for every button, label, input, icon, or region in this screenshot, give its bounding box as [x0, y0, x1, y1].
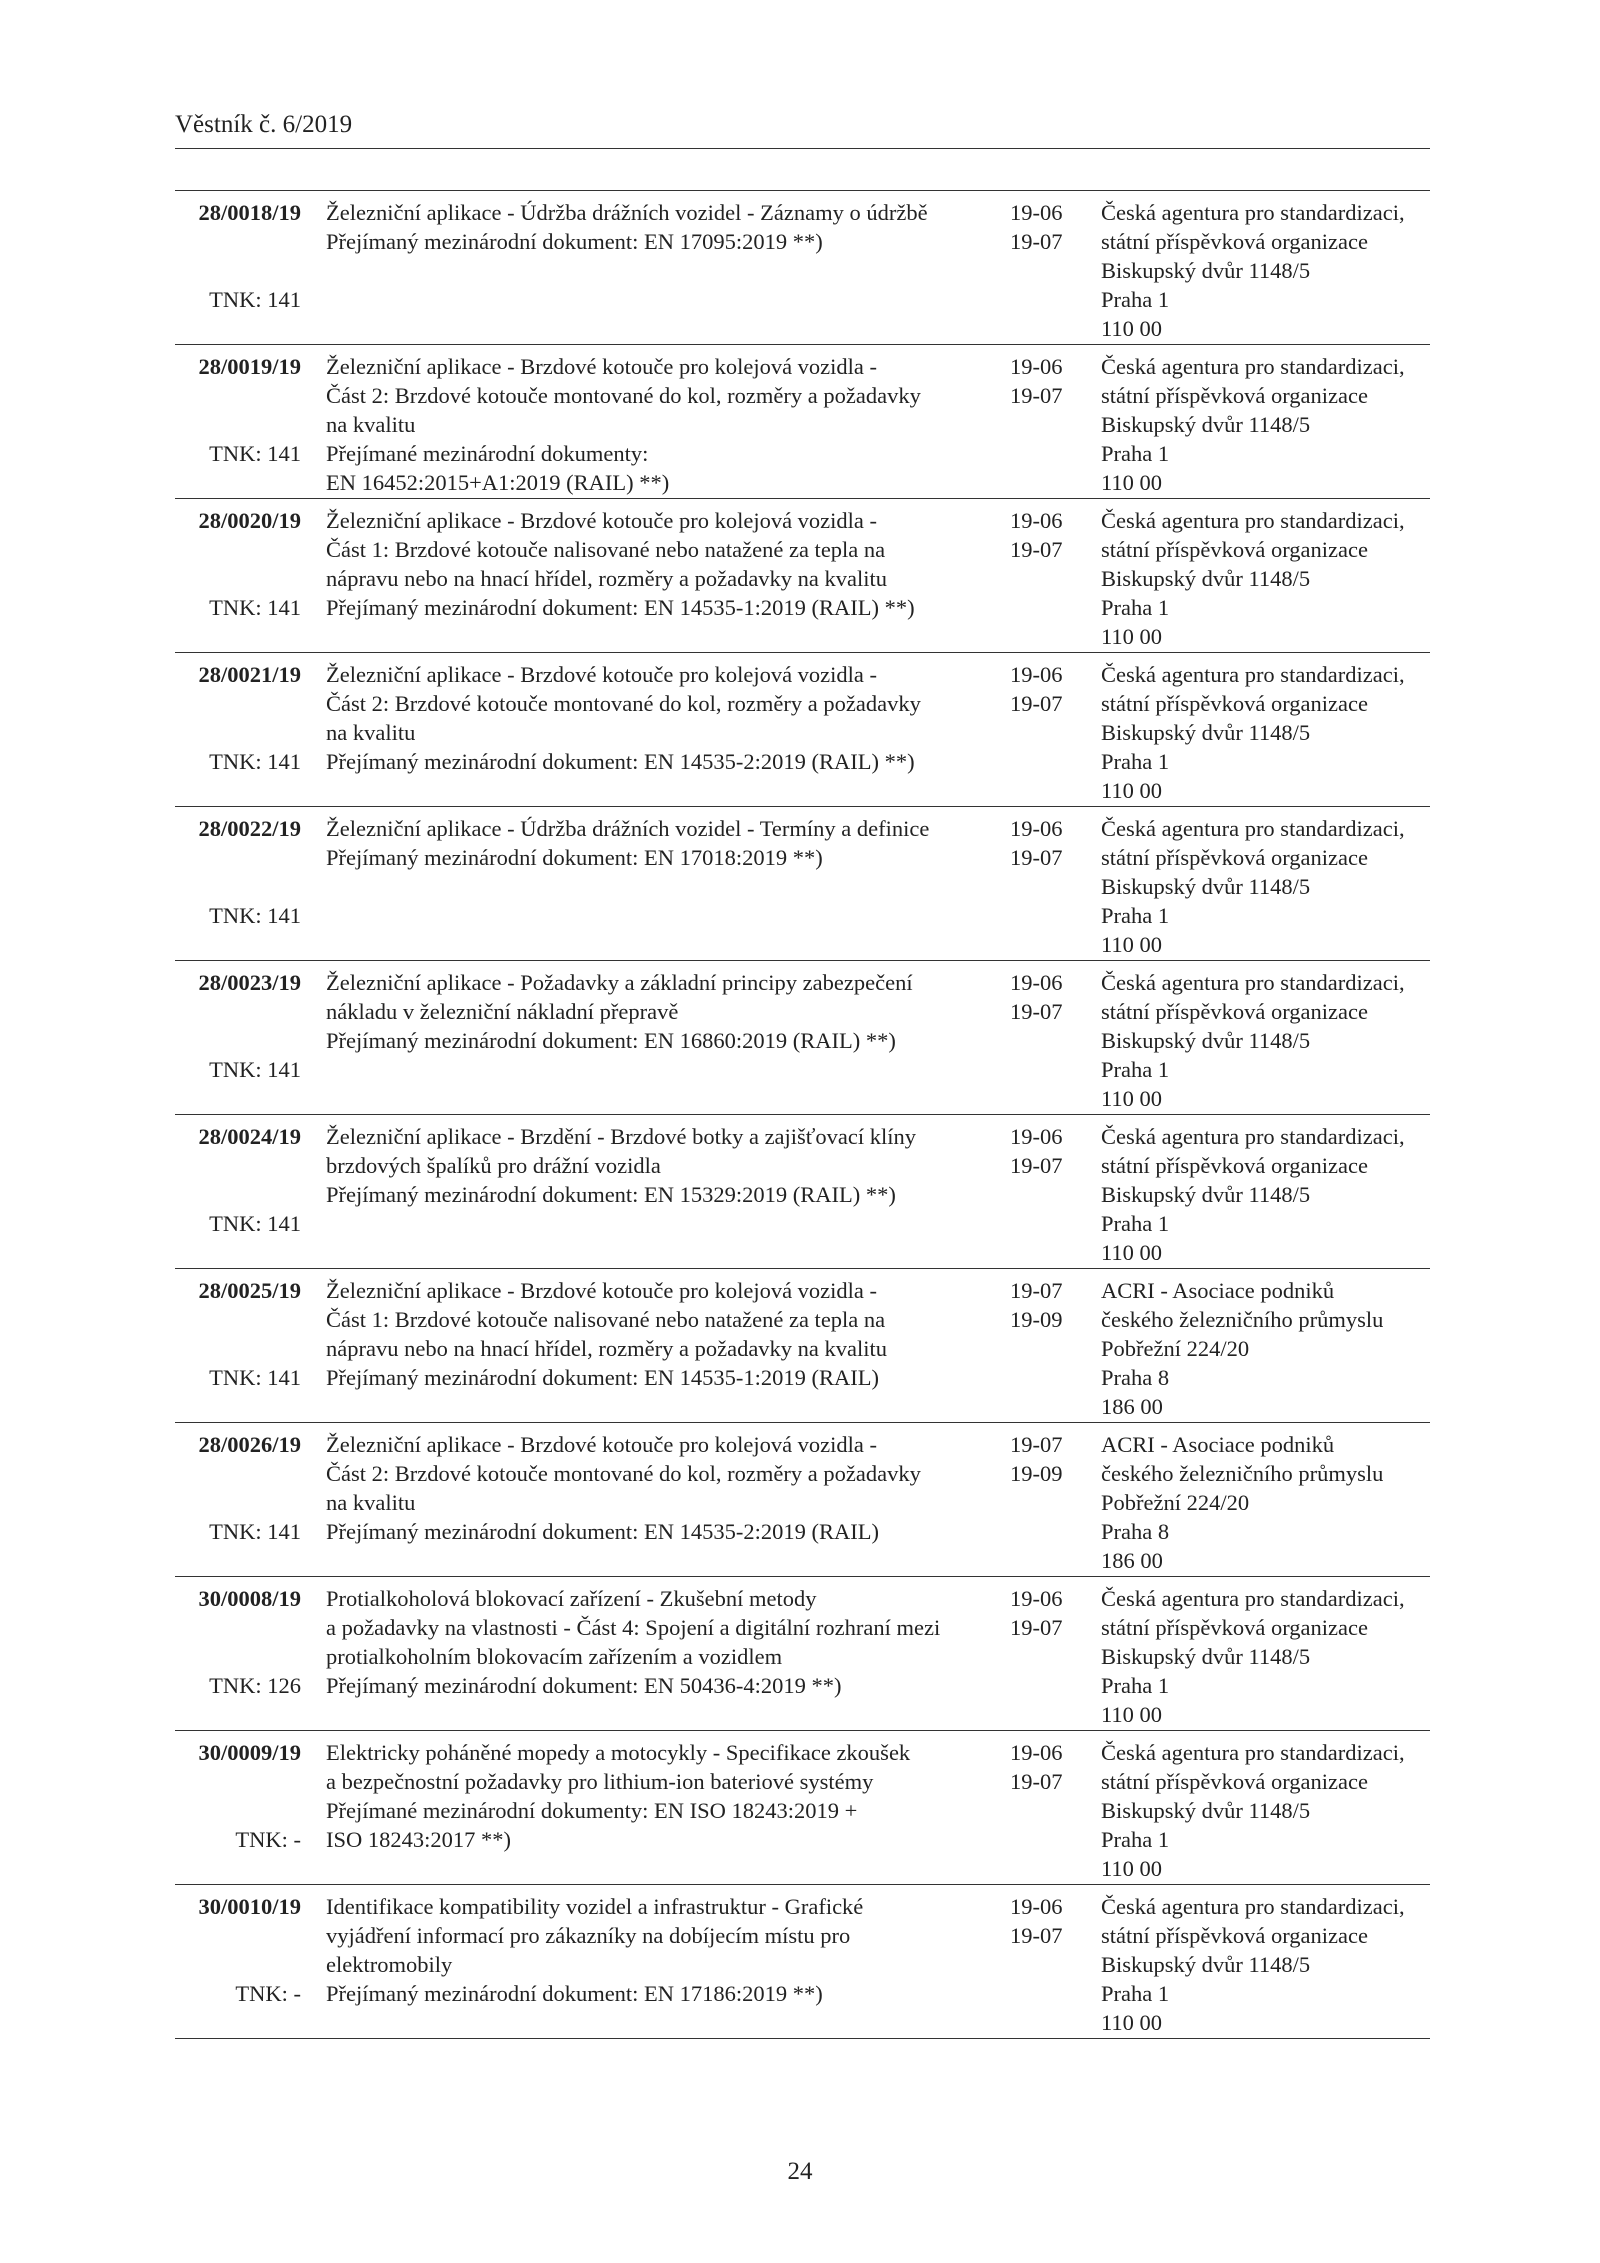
dates-column [1010, 1276, 1090, 1334]
organization-line: Praha 8 [1101, 1519, 1170, 1544]
standard-number: 28/0022/19 [198, 816, 301, 841]
organization-line: Praha 1 [1101, 903, 1170, 928]
tnk-label: TNK: 141 [209, 595, 301, 620]
date-code: 19-07 [1010, 1153, 1063, 1178]
organization-line: Praha 1 [1101, 749, 1170, 774]
organization-line: Praha 8 [1101, 1365, 1170, 1390]
standard-number: 30/0010/19 [198, 1894, 301, 1919]
organization-line: Česká agentura pro standardizaci, [1101, 508, 1405, 533]
table-row [175, 807, 1430, 961]
table-row [175, 653, 1430, 807]
date-code: 19-06 [1010, 1740, 1063, 1765]
organization-line: Biskupský dvůr 1148/5 [1101, 1644, 1311, 1669]
organization-line: Česká agentura pro standardizaci, [1101, 1740, 1405, 1765]
organization-line: Biskupský dvůr 1148/5 [1101, 1798, 1311, 1823]
date-code: 19-06 [1010, 1894, 1063, 1919]
title-line: a bezpečnostní požadavky pro lithium-ion bateriové systémy [326, 1769, 874, 1794]
date-code: 19-06 [1010, 816, 1063, 841]
standard-number: 28/0018/19 [198, 200, 301, 225]
organization-line: Česká agentura pro standardizaci, [1101, 200, 1405, 225]
title-line: na kvalitu [326, 412, 416, 437]
dates-column [1010, 968, 1090, 1026]
organization-line: státní příspěvková organizace [1101, 383, 1368, 408]
organization-line: 110 00 [1101, 1240, 1163, 1265]
standard-number: 28/0021/19 [198, 662, 301, 687]
tnk-label: TNK: 141 [209, 441, 301, 466]
tnk-label: TNK: 141 [209, 1365, 301, 1390]
title-line: Část 2: Brzdové kotouče montované do kol, rozměry a požadavky [326, 1461, 921, 1486]
date-code: 19-07 [1010, 229, 1063, 254]
dates-column [1010, 506, 1090, 564]
processor-organization [1101, 660, 1431, 805]
date-code: 19-06 [1010, 1586, 1063, 1611]
organization-line: 110 00 [1101, 1856, 1163, 1881]
standard-number: 28/0026/19 [198, 1432, 301, 1457]
title-line: nápravu nebo na hnací hřídel, rozměry a požadavky na kvalitu [326, 1336, 888, 1361]
table-row [175, 499, 1430, 653]
title-line: Železniční aplikace - Brzdové kotouče pro kolejová vozidla - [326, 662, 878, 687]
processor-organization [1101, 1738, 1431, 1883]
title-line: Přejímaný mezinárodní dokument: EN 17095:2019 **) [326, 229, 823, 254]
title-line: elektromobily [326, 1952, 453, 1977]
tnk-label: TNK: 141 [209, 903, 301, 928]
page-number: 24 [787, 2158, 813, 2185]
date-code: 19-06 [1010, 1124, 1063, 1149]
title-line: nákladu v železniční nákladní přepravě [326, 999, 679, 1024]
organization-line: státní příspěvková organizace [1101, 229, 1368, 254]
tnk-label: TNK: - [235, 1981, 301, 2006]
organization-line: Česká agentura pro standardizaci, [1101, 1894, 1405, 1919]
dates-column [1010, 1892, 1090, 1950]
date-code: 19-09 [1010, 1461, 1063, 1486]
organization-line: Biskupský dvůr 1148/5 [1101, 566, 1311, 591]
title-line: na kvalitu [326, 1490, 416, 1515]
date-code: 19-06 [1010, 508, 1063, 533]
table-row [175, 191, 1430, 345]
organization-line: Biskupský dvůr 1148/5 [1101, 874, 1311, 899]
processor-organization [1101, 198, 1431, 343]
organization-line: 110 00 [1101, 624, 1163, 649]
title-line: Přejímaný mezinárodní dokument: EN 17018:2019 **) [326, 845, 823, 870]
date-code: 19-09 [1010, 1307, 1063, 1332]
tnk-label: TNK: 141 [209, 1519, 301, 1544]
standard-number: 30/0009/19 [198, 1740, 301, 1765]
title-line: Přejímaný mezinárodní dokument: EN 50436-4:2019 **) [326, 1673, 842, 1698]
title-line: Železniční aplikace - Brzdové kotouče pro kolejová vozidla - [326, 1432, 878, 1457]
organization-line: českého železničního průmyslu [1101, 1307, 1384, 1332]
organization-line: ACRI - Asociace podniků [1101, 1278, 1335, 1303]
tnk-label: TNK: 141 [209, 287, 301, 312]
standard-number: 28/0024/19 [198, 1124, 301, 1149]
organization-line: státní příspěvková organizace [1101, 1153, 1368, 1178]
tnk-label: TNK: 126 [209, 1673, 301, 1698]
organization-line: Pobřežní 224/20 [1101, 1336, 1250, 1361]
title-line: EN 16452:2015+A1:2019 (RAIL) **) [326, 470, 670, 495]
standards-table [175, 190, 1430, 2039]
title-line: Část 2: Brzdové kotouče montované do kol, rozměry a požadavky [326, 691, 921, 716]
dates-column [1010, 814, 1090, 872]
title-line: Přejímaný mezinárodní dokument: EN 14535-2:2019 (RAIL) [326, 1519, 880, 1544]
title-line: Železniční aplikace - Brzdové kotouče pro kolejová vozidla - [326, 508, 878, 533]
title-line: Železniční aplikace - Brzdění - Brzdové botky a zajišťovací klíny [326, 1124, 917, 1149]
date-code: 19-07 [1010, 1769, 1063, 1794]
title-line: Železniční aplikace - Údržba drážních vozidel - Záznamy o údržbě [326, 200, 928, 225]
tnk-label: TNK: 141 [209, 1057, 301, 1082]
organization-line: Biskupský dvůr 1148/5 [1101, 258, 1311, 283]
table-row [175, 1115, 1430, 1269]
title-line: Železniční aplikace - Brzdové kotouče pro kolejová vozidla - [326, 1278, 878, 1303]
organization-line: Praha 1 [1101, 1981, 1170, 2006]
title-line: Část 2: Brzdové kotouče montované do kol, rozměry a požadavky [326, 383, 921, 408]
title-line: vyjádření informací pro zákazníky na dobíjecím místu pro [326, 1923, 851, 1948]
organization-line: 110 00 [1101, 470, 1163, 495]
title-line: Železniční aplikace - Údržba drážních vozidel - Termíny a definice [326, 816, 930, 841]
title-line: Elektricky poháněné mopedy a motocykly - Specifikace zkoušek [326, 1740, 911, 1765]
organization-line: Česká agentura pro standardizaci, [1101, 816, 1405, 841]
processor-organization [1101, 1430, 1431, 1575]
organization-line: Česká agentura pro standardizaci, [1101, 970, 1405, 995]
date-code: 19-06 [1010, 200, 1063, 225]
processor-organization [1101, 968, 1431, 1113]
title-line: ISO 18243:2017 **) [326, 1827, 511, 1852]
title-line: Přejímané mezinárodní dokumenty: EN ISO 18243:2019 + [326, 1798, 858, 1823]
dates-column [1010, 1122, 1090, 1180]
organization-line: Praha 1 [1101, 1211, 1170, 1236]
organization-line: ACRI - Asociace podniků [1101, 1432, 1335, 1457]
date-code: 19-07 [1010, 1615, 1063, 1640]
standard-number: 30/0008/19 [198, 1586, 301, 1611]
table-row [175, 961, 1430, 1115]
processor-organization [1101, 1122, 1431, 1267]
date-code: 19-06 [1010, 970, 1063, 995]
organization-line: Česká agentura pro standardizaci, [1101, 1586, 1405, 1611]
title-line: Přejímaný mezinárodní dokument: EN 14535-2:2019 (RAIL) **) [326, 749, 915, 774]
tnk-label: TNK: 141 [209, 749, 301, 774]
date-code: 19-06 [1010, 354, 1063, 379]
table-row [175, 1269, 1430, 1423]
page-header [175, 110, 1430, 149]
organization-line: státní příspěvková organizace [1101, 1769, 1368, 1794]
organization-line: Biskupský dvůr 1148/5 [1101, 720, 1311, 745]
standard-number: 28/0020/19 [198, 508, 301, 533]
title-line: nápravu nebo na hnací hřídel, rozměry a požadavky na kvalitu [326, 566, 888, 591]
date-code: 19-07 [1010, 845, 1063, 870]
table-row [175, 1423, 1430, 1577]
organization-line: českého železničního průmyslu [1101, 1461, 1384, 1486]
title-line: brzdových špalíků pro drážní vozidla [326, 1153, 661, 1178]
date-code: 19-07 [1010, 537, 1063, 562]
date-code: 19-07 [1010, 999, 1063, 1024]
processor-organization [1101, 506, 1431, 651]
organization-line: Pobřežní 224/20 [1101, 1490, 1250, 1515]
organization-line: 110 00 [1101, 316, 1163, 341]
organization-line: státní příspěvková organizace [1101, 691, 1368, 716]
organization-line: Biskupský dvůr 1148/5 [1101, 412, 1311, 437]
date-code: 19-06 [1010, 662, 1063, 687]
organization-line: státní příspěvková organizace [1101, 537, 1368, 562]
table-row [175, 1731, 1430, 1885]
bulletin-title: Věstník č. 6/2019 [175, 111, 353, 138]
tnk-label: TNK: - [235, 1827, 301, 1852]
dates-column [1010, 352, 1090, 410]
organization-line: 110 00 [1101, 1702, 1163, 1727]
processor-organization [1101, 352, 1431, 497]
standard-number: 28/0025/19 [198, 1278, 301, 1303]
dates-column [1010, 1430, 1090, 1488]
title-line: Přejímaný mezinárodní dokument: EN 17186:2019 **) [326, 1981, 823, 2006]
dates-column [1010, 198, 1090, 256]
processor-organization [1101, 1892, 1431, 2037]
organization-line: Biskupský dvůr 1148/5 [1101, 1028, 1311, 1053]
title-line: Železniční aplikace - Požadavky a základní principy zabezpečení [326, 970, 913, 995]
title-line: Železniční aplikace - Brzdové kotouče pro kolejová vozidla - [326, 354, 878, 379]
date-code: 19-07 [1010, 1432, 1063, 1457]
organization-line: 186 00 [1101, 1548, 1163, 1573]
date-code: 19-07 [1010, 1278, 1063, 1303]
date-code: 19-07 [1010, 691, 1063, 716]
organization-line: Praha 1 [1101, 1827, 1170, 1852]
table-row [175, 1885, 1430, 2039]
title-line: Část 1: Brzdové kotouče nalisované nebo natažené za tepla na [326, 537, 886, 562]
organization-line: 186 00 [1101, 1394, 1163, 1419]
organization-line: státní příspěvková organizace [1101, 1923, 1368, 1948]
organization-line: 110 00 [1101, 778, 1163, 803]
date-code: 19-07 [1010, 1923, 1063, 1948]
title-line: a požadavky na vlastnosti - Část 4: Spojení a digitální rozhraní mezi [326, 1615, 941, 1640]
dates-column [1010, 1738, 1090, 1796]
table-row [175, 345, 1430, 499]
title-line: Přejímaný mezinárodní dokument: EN 16860:2019 (RAIL) **) [326, 1028, 896, 1053]
organization-line: Biskupský dvůr 1148/5 [1101, 1182, 1311, 1207]
organization-line: Česká agentura pro standardizaci, [1101, 1124, 1405, 1149]
standard-number: 28/0023/19 [198, 970, 301, 995]
title-line: Přejímaný mezinárodní dokument: EN 14535-1:2019 (RAIL) **) [326, 595, 915, 620]
organization-line: 110 00 [1101, 932, 1163, 957]
organization-line: státní příspěvková organizace [1101, 1615, 1368, 1640]
processor-organization [1101, 1276, 1431, 1421]
table-row [175, 1577, 1430, 1731]
dates-column [1010, 660, 1090, 718]
organization-line: Praha 1 [1101, 1673, 1170, 1698]
title-line: Přejímaný mezinárodní dokument: EN 15329:2019 (RAIL) **) [326, 1182, 896, 1207]
title-line: Protialkoholová blokovací zařízení - Zkušební metody [326, 1586, 817, 1611]
organization-line: Česká agentura pro standardizaci, [1101, 662, 1405, 687]
organization-line: státní příspěvková organizace [1101, 845, 1368, 870]
processor-organization [1101, 1584, 1431, 1729]
organization-line: 110 00 [1101, 2010, 1163, 2035]
title-line: na kvalitu [326, 720, 416, 745]
title-line: protialkoholním blokovacím zařízením a vozidlem [326, 1644, 783, 1669]
date-code: 19-07 [1010, 383, 1063, 408]
dates-column [1010, 1584, 1090, 1642]
organization-line: Biskupský dvůr 1148/5 [1101, 1952, 1311, 1977]
standard-number: 28/0019/19 [198, 354, 301, 379]
organization-line: Praha 1 [1101, 595, 1170, 620]
organization-line: Praha 1 [1101, 441, 1170, 466]
tnk-label: TNK: 141 [209, 1211, 301, 1236]
organization-line: 110 00 [1101, 1086, 1163, 1111]
title-line: Přejímané mezinárodní dokumenty: [326, 441, 649, 466]
organization-line: Česká agentura pro standardizaci, [1101, 354, 1405, 379]
title-line: Část 1: Brzdové kotouče nalisované nebo natažené za tepla na [326, 1307, 886, 1332]
processor-organization [1101, 814, 1431, 959]
organization-line: Praha 1 [1101, 287, 1170, 312]
title-line: Přejímaný mezinárodní dokument: EN 14535-1:2019 (RAIL) [326, 1365, 880, 1390]
title-line: Identifikace kompatibility vozidel a infrastruktur - Grafické [326, 1894, 864, 1919]
organization-line: Praha 1 [1101, 1057, 1170, 1082]
organization-line: státní příspěvková organizace [1101, 999, 1368, 1024]
